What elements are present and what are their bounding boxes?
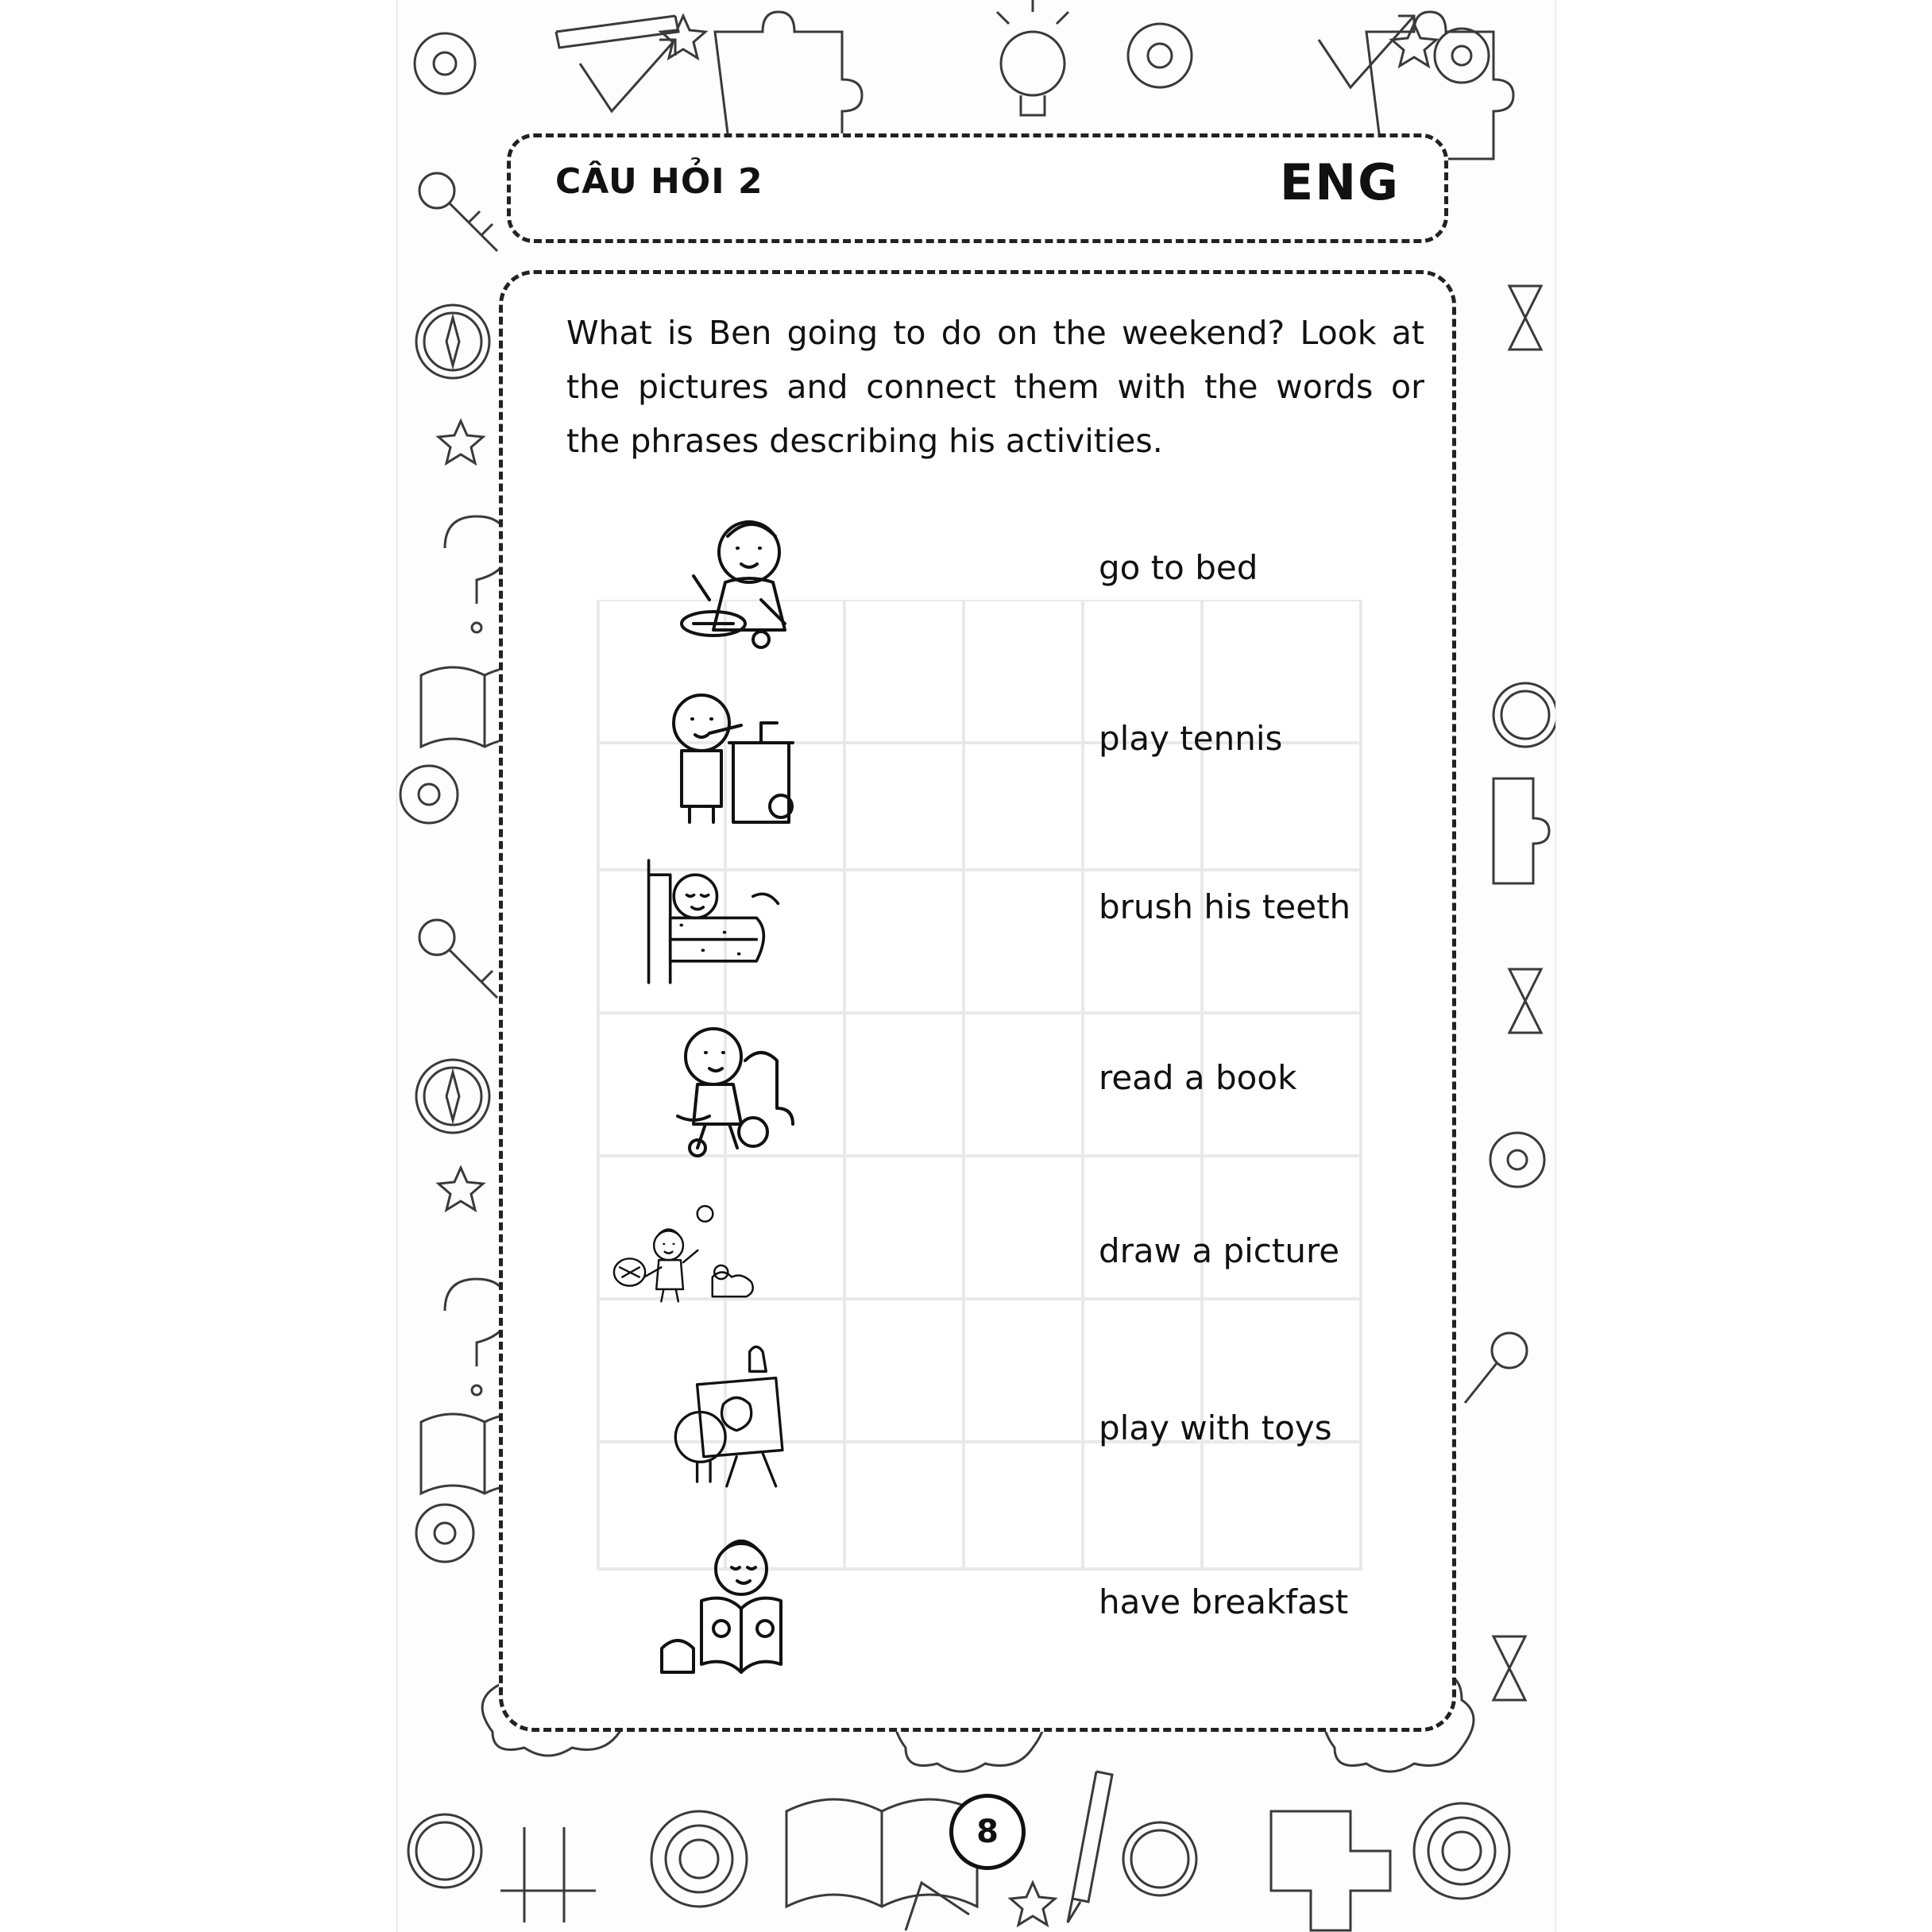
lightbulb-icon [997, 0, 1068, 115]
subject-tag: ENG [1279, 153, 1400, 211]
question-text: What is Ben going to do on the weekend? Look at the pictures and connect them with the words or the phrases describing his activities. [566, 314, 1424, 460]
exercise-box [499, 270, 1456, 1732]
hash-grid-icon [500, 1811, 1390, 1932]
bed-icon[interactable] [638, 846, 789, 997]
phrase-draw-a-picture[interactable]: draw a picture [1099, 1231, 1340, 1270]
phrase-play-tennis[interactable]: play tennis [1099, 719, 1283, 758]
page-number: 8 [949, 1794, 1026, 1870]
book-icon[interactable] [654, 1529, 805, 1680]
toys-icon[interactable] [666, 1013, 817, 1164]
phrase-read-a-book[interactable]: read a book [1099, 1058, 1297, 1097]
phrase-brush-his-teeth[interactable]: brush his teeth [1099, 887, 1351, 926]
phrase-have-breakfast[interactable]: have breakfast [1099, 1582, 1349, 1621]
phrase-play-with-toys[interactable]: play with toys [1099, 1408, 1332, 1447]
tennis-icon[interactable] [610, 1180, 761, 1331]
question-header [507, 133, 1448, 243]
worksheet-page [397, 0, 1555, 1932]
question-title: CÂU HỎI 2 [555, 161, 763, 202]
breakfast-icon[interactable] [666, 504, 817, 655]
hourglass-icon [1493, 286, 1541, 1700]
phrase-go-to-bed[interactable]: go to bed [1099, 548, 1258, 587]
easel-icon[interactable] [658, 1339, 809, 1490]
toothbrush-icon[interactable] [654, 679, 805, 830]
